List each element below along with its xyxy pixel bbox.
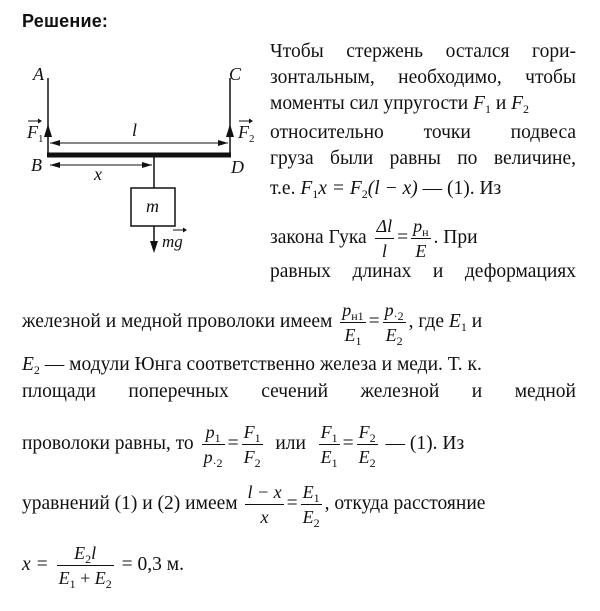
text-line-12: проволоки равны, то $\frac{p_1}{p_{\cdot 2}}$ = $\frac{F_1}{F_2}$ или $\frac{F_1}{E_1}$ = $\frac{F_2}{E_2}$ — (1). Из — [22, 422, 465, 470]
label-F2-sub: 2 — [249, 133, 255, 145]
label-B: B — [31, 155, 42, 175]
label-mg: mg — [162, 232, 183, 251]
answer-frac: $\frac{E_2l}{E_1 + E_2}$ — [58, 543, 112, 591]
label-F2-letter: F — [238, 122, 249, 142]
text-line-7: закона Гука $\frac{\Delta l}{l}$ = $\frac{p_н}{E}$ . При — [270, 216, 478, 261]
arrow-f1 — [44, 124, 52, 137]
text-line-4: относительно точки подвеса — [270, 122, 576, 143]
lever-diagram — [0, 40, 260, 270]
text-line-11: площади поперечных сечений железной и медной — [22, 381, 576, 402]
text-line-3: моменты сил упругости $F_1$ и $F_2$ — [270, 93, 530, 116]
label-D: D — [231, 157, 244, 177]
text-line-5: груза были равны по величине, — [270, 148, 576, 169]
solution-heading: Решение: — [22, 11, 109, 31]
text-line-9: железной и медной проволоки имеем $\frac{p_{н1}}{E_1}$ = $\frac{p_{\cdot 2}}{E_2}$ , где $E_1$ и — [22, 300, 483, 348]
arrow-f2 — [226, 124, 234, 137]
label-x: x — [94, 164, 102, 184]
label-C: C — [229, 64, 242, 84]
text-line-10: $E_2$ — модули Юнга соответственно железа и меди. Т. к. — [22, 354, 482, 377]
label-F2 — [237, 122, 255, 145]
hooke-frac-right: $\frac{p_н}{E}$ — [413, 216, 429, 261]
text-line-14: x = $\frac{E_2l}{E_1 + E_2}$ = 0,3 м. — [22, 543, 184, 591]
text-line-6: т.е. $F_1x = F_2(l - x)$ — (1). Из — [270, 178, 502, 201]
text-line-1: Чтобы стержень остался гори- — [270, 41, 576, 62]
text-line-8: равных длинах и деформациях — [270, 261, 576, 282]
label-F1 — [26, 122, 44, 145]
text-line-13: уравнений (1) и (2) имеем $\frac{l - x}{x}$ = $\frac{E_1}{E_2}$ , откуда расстояние — [22, 482, 486, 530]
hooke-frac-left: $\frac{\Delta l}{l}$ — [376, 216, 393, 261]
text-line-2: зонтальным, необходимо, чтобы — [270, 67, 576, 88]
label-F1-sub: 1 — [38, 133, 44, 145]
label-l: l — [132, 120, 138, 140]
label-m: m — [146, 196, 159, 216]
label-F1-letter: F — [27, 122, 38, 142]
label-A: A — [33, 64, 44, 84]
